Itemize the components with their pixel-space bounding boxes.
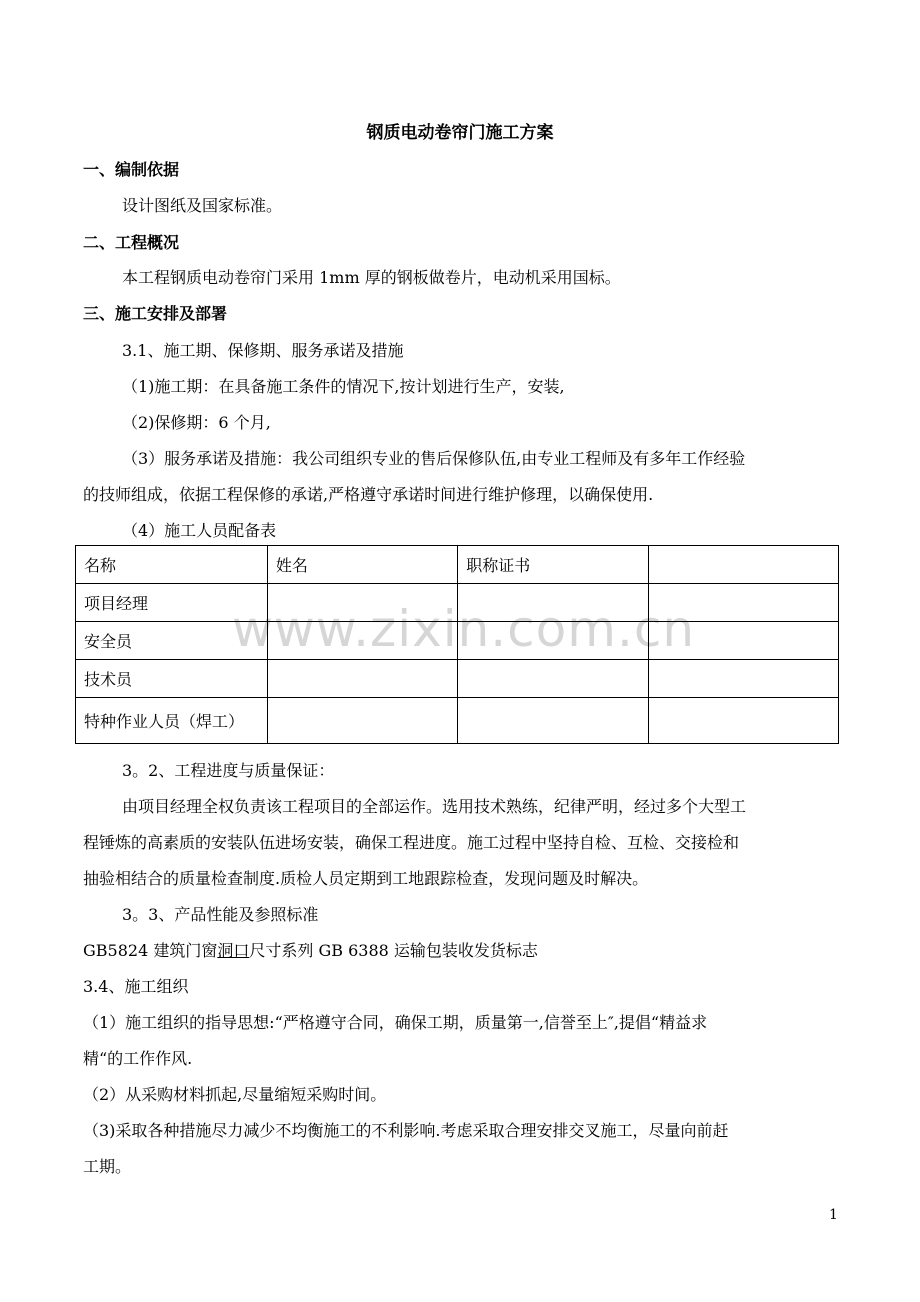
table-cell: 特种作业人员（焊工） [76,698,268,744]
table-cell [267,698,457,744]
organization-item1-line1: （1）施工组织的指导思想:“严格遵守合同，确保工期，质量第一,信誉至上″,提倡“精益求 [83,1013,708,1032]
table-cell: 项目经理 [76,584,268,622]
table-cell: 安全员 [76,622,268,660]
table-row [76,698,839,744]
table-cell [267,584,457,622]
progress-quality-line3: 抽验相结合的质量检查制度.质检人员定期到工地跟踪检查，发现问题及时解决。 [83,869,649,888]
document-title: 钢质电动卷帘门施工方案 [366,123,554,143]
table-cell [267,660,457,698]
table-header-row [76,546,839,584]
table-cell [458,698,649,744]
subsection-3-1: 3.1、施工期、保修期、服务承诺及措施 [122,341,404,360]
table-cell [648,698,838,744]
item-staff-table-caption: （4）施工人员配备表 [122,521,277,540]
item-warranty-period: （2)保修期：6 个月, [122,413,271,432]
organization-item2: （2）从采购材料抓起,尽量缩短采购时间。 [83,1085,387,1104]
table-cell [458,584,649,622]
table-header-cell: 姓名 [267,546,457,584]
table-cell [267,622,457,660]
table-cell [458,622,649,660]
section1-heading: 一、编制依据 [83,160,180,179]
section1-body: 设计图纸及国家标准。 [122,196,283,215]
item-service-commitment-line1: （3）服务承诺及措施：我公司组织专业的售后保修队伍,由专业工程师及有多年工作经验 [122,449,746,468]
subsection-3-2: 3。2、工程进度与质量保证： [122,761,335,780]
organization-item1-line2: 精“的工作作风. [83,1049,193,1068]
standard-gb5824: GB5824 建筑门窗 [83,941,218,960]
organization-item3-line1: （3)采取各种措施尽力减少不均衡施工的不利影响.考虑采取合理安排交叉施工，尽量向前赶 [83,1121,729,1140]
standard-link-opening[interactable]: 洞口 [217,941,250,960]
table-row [76,660,839,698]
table-row [76,584,839,622]
subsection-3-3: 3。3、产品性能及参照标准 [122,905,319,924]
table-cell [648,660,838,698]
table-cell [648,622,838,660]
section2-body: 本工程钢质电动卷帘门采用 1mm 厚的钢板做卷片，电动机采用国标。 [122,268,621,287]
progress-quality-line1: 由项目经理全权负责该工程项目的全部运作。选用技术熟练，纪律严明，经过多个大型工 [122,797,747,816]
watermark: www.zixin.com.cn [232,600,696,658]
section2-heading: 二、工程概况 [83,233,180,252]
table-header-cell [648,546,838,584]
table-row [76,622,839,660]
page-number: 1 [829,1207,838,1223]
progress-quality-line2: 程锤炼的高素质的安装队伍进场安装，确保工程进度。施工过程中坚持自检、互检、交接检和 [83,833,740,852]
item-service-commitment-line2: 的技师组成，依据工程保修的承诺,严格遵守承诺时间进行维护修理，以确保使用. [83,485,654,504]
table-header-cell: 名称 [76,546,268,584]
table-cell [458,660,649,698]
standard-gb6388: 尺寸系列 GB 6388 运输包装收发货标志 [249,941,538,960]
subsection-3-4: 3.4、施工组织 [83,977,189,996]
table-cell: 技术员 [76,660,268,698]
table-cell [648,584,838,622]
staff-table [75,545,839,744]
section3-heading: 三、施工安排及部署 [83,304,228,323]
standards-line [83,938,538,961]
item-construction-period: （1)施工期：在具备施工条件的情况下,按计划进行生产，安装, [122,377,565,396]
table-header-cell: 职称证书 [458,546,649,584]
organization-item3-line2: 工期。 [83,1157,132,1176]
